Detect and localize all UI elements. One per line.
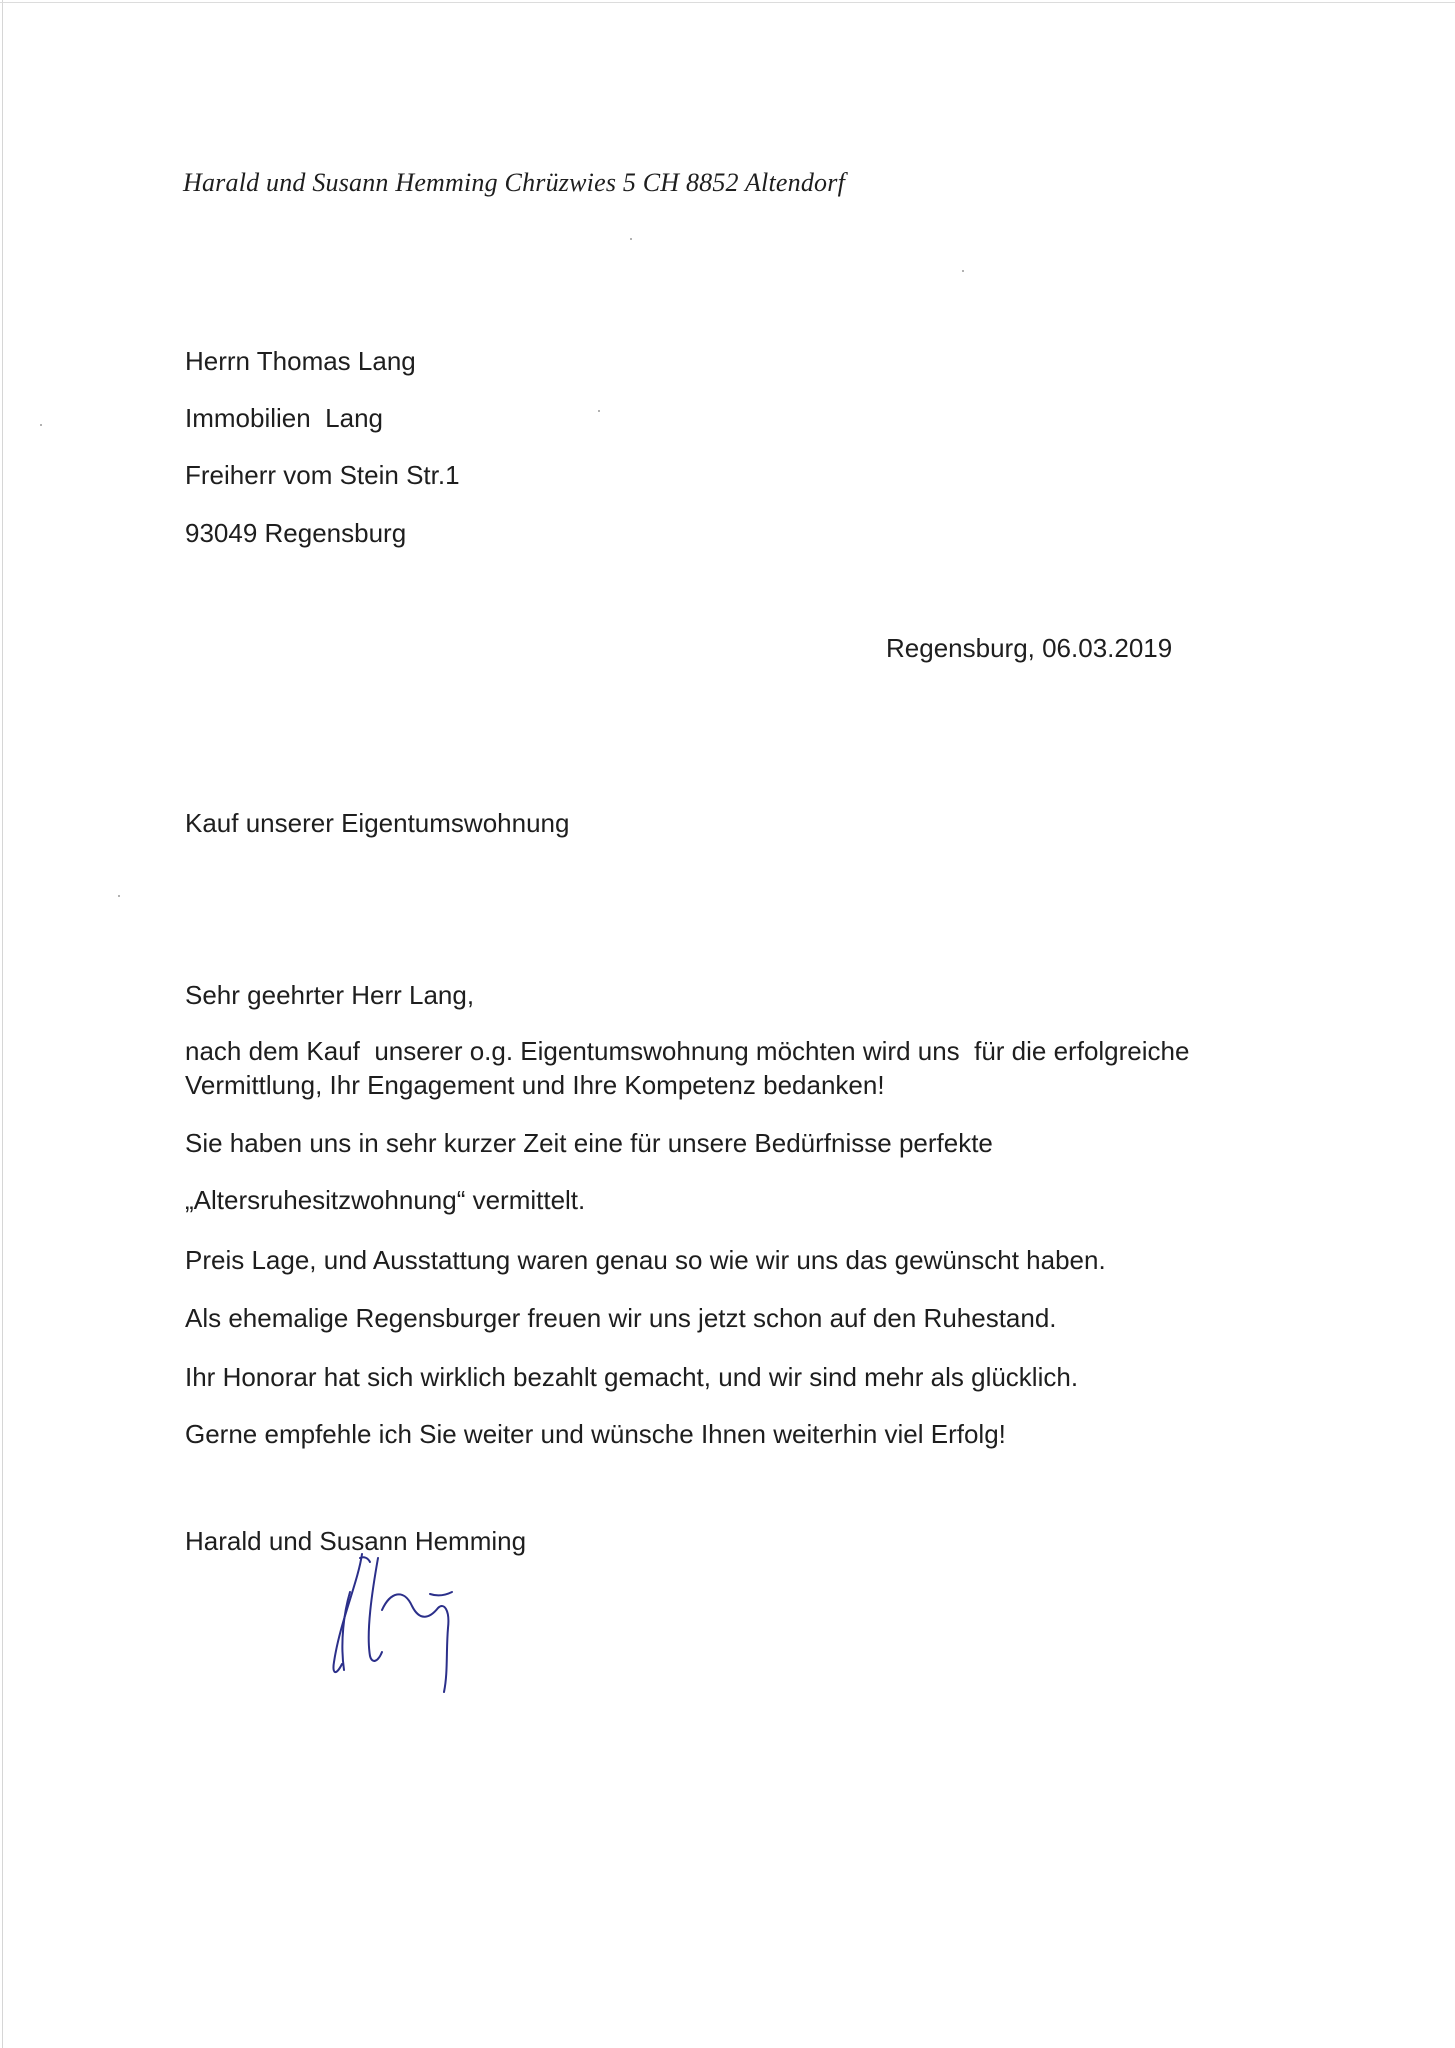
body-paragraph: Ihr Honorar hat sich wirklich bezahlt gemacht, und wir sind mehr als glücklich. xyxy=(185,1362,1079,1392)
salutation: Sehr geehrter Herr Lang, xyxy=(185,980,475,1010)
scan-edge-top xyxy=(0,2,1455,3)
signature-stroke xyxy=(333,1554,362,1672)
scan-speck xyxy=(598,410,600,412)
recipient-name: Herrn Thomas Lang xyxy=(185,346,416,376)
handwritten-signature xyxy=(320,1552,560,1702)
scan-speck xyxy=(630,238,632,240)
letter-date: Regensburg, 06.03.2019 xyxy=(886,633,1173,663)
body-paragraph: Sie haben uns in sehr kurzer Zeit eine für unsere Bedürfnisse perfekte xyxy=(185,1128,993,1158)
recipient-company: Immobilien Lang xyxy=(185,403,383,433)
scan-speck xyxy=(40,424,42,426)
scan-speck xyxy=(962,270,964,272)
signature-stroke xyxy=(369,1558,382,1661)
signature-stroke xyxy=(430,1592,452,1595)
scan-speck xyxy=(118,895,120,897)
scan-edge-left xyxy=(2,0,3,2048)
letter-subject: Kauf unserer Eigentumswohnung xyxy=(185,808,570,838)
recipient-city: 93049 Regensburg xyxy=(185,518,407,548)
closing-name: Harald und Susann Hemming xyxy=(185,1526,527,1556)
signature-stroke xyxy=(382,1594,448,1692)
body-paragraph: Preis Lage, und Ausstattung waren genau so wie wir uns das gewünscht haben. xyxy=(185,1245,1106,1275)
body-paragraph: Gerne empfehle ich Sie weiter und wünsche Ihnen weiterhin viel Erfolg! xyxy=(185,1419,1006,1449)
body-paragraph: „Altersruhesitzwohnung“ vermittelt. xyxy=(185,1185,586,1215)
body-paragraph: Als ehemalige Regensburger freuen wir uns jetzt schon auf den Ruhestand. xyxy=(185,1303,1057,1333)
recipient-street: Freiherr vom Stein Str.1 xyxy=(185,460,460,490)
sender-address-line: Harald und Susann Hemming Chrüzwies 5 CH 8852 Altendorf xyxy=(183,168,845,197)
body-paragraph: nach dem Kauf unserer o.g. Eigentumswohnung möchten wird uns für die erfolgreiche Vermittlung, Ihr Engagement und Ihre Kompetenz bedanken! xyxy=(185,1036,1197,1100)
